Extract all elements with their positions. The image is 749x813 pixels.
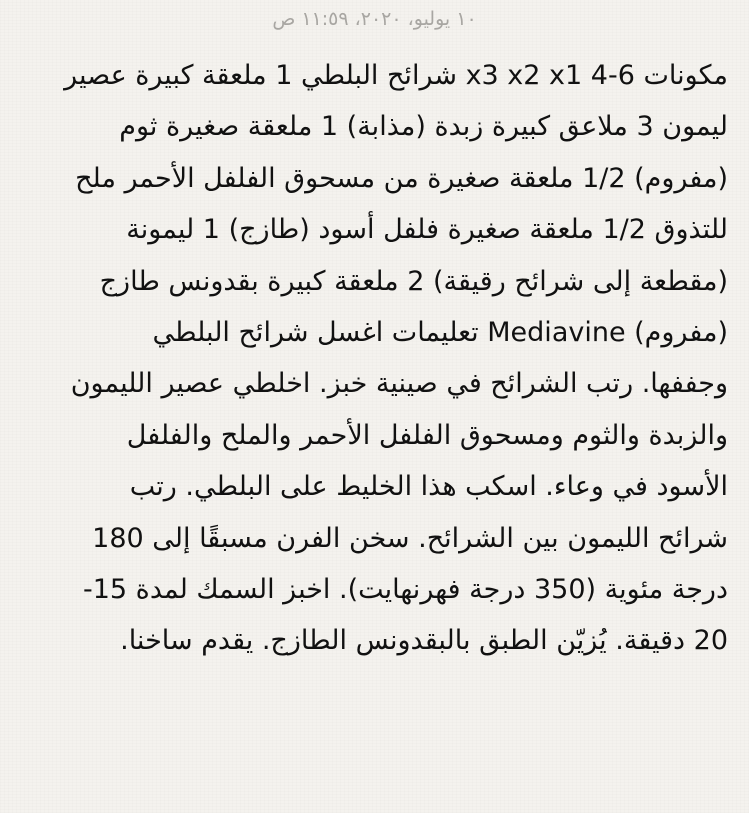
note-body-text[interactable]: مكونات 6-4 x3 x2 x1 شرائح البلطي 1 ملعقة كبيرة عصير ليمون 3 ملاعق كبيرة زبدة (مذابة) 1 ملعقة صغيرة ثوم (مفروم) 1/2 ملعقة صغيرة من مسحوق الفلفل الأحمر ملح للتذوق 1/2 ملعقة صغيرة فلفل أسود (طازج) 1 ليمونة (مقطعة إلى شرائح رقيقة) 2 ملعقة كبيرة بقدونس طازج (مفروم) Mediavine تعليمات اغسل شرائح البلطي وجففها. رتب الشرائح في صينية خبز. اخلطي عصير الليمون والزبدة والثوم ومسحوق الفلفل الأحمر والملح والفلفل الأسود في وعاء. اسكب هذا الخليط على البلطي. رتب شرائح الليمون بين الشرائح. سخن الفرن مسبقًا إلى 180 درجة مئوية (350 درجة فهرنهايت). اخبز السمك لمدة 15-20 دقيقة. يُزيّن الطبق بالبقدونس الطازج. يقدم ساخنا. bbox=[64, 60, 728, 657]
note-timestamp: ١٠ يوليو، ٢٠٢٠، ١١:٥٩ ص bbox=[272, 8, 477, 30]
